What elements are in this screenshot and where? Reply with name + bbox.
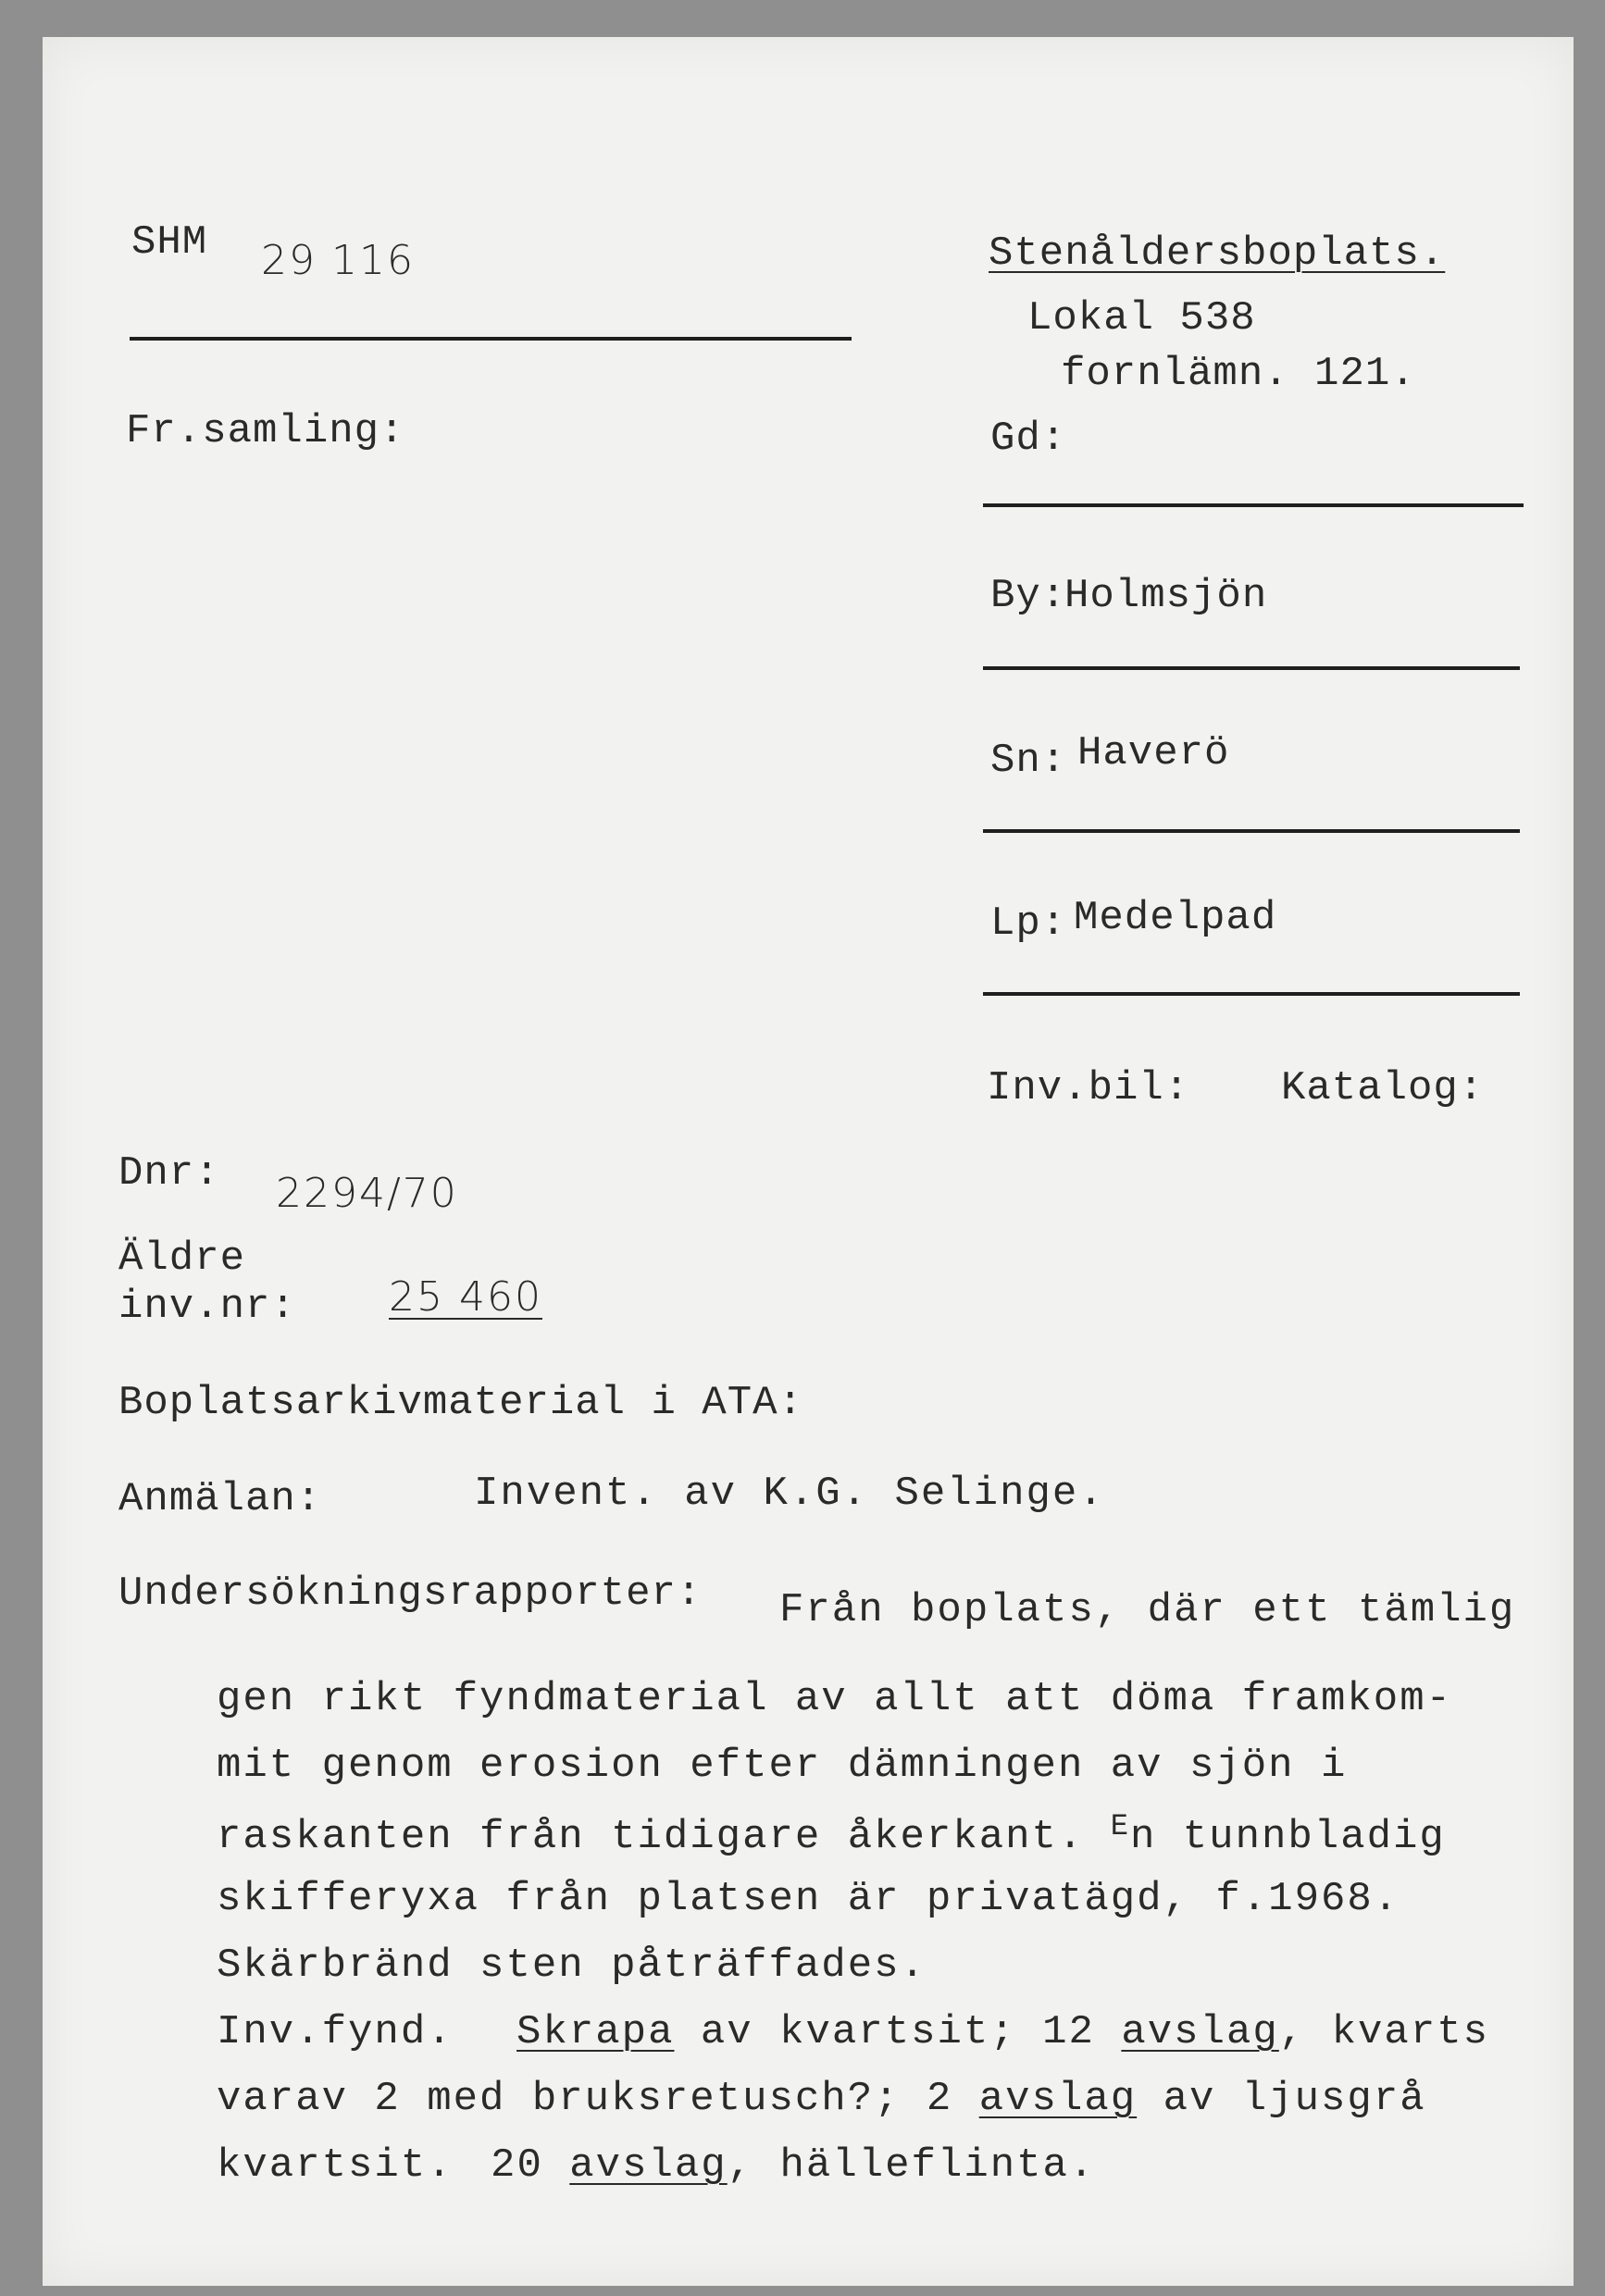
lp-rule <box>983 992 1520 996</box>
fr-samling-label: Fr.samling: <box>126 408 405 454</box>
sn-value: Haverö <box>1077 730 1230 776</box>
report-line-3-text: raskanten från tidigare åkerkant. <box>217 1814 1085 1860</box>
inv-fynd-mid: av kvartsit; 12 <box>700 2009 1095 2055</box>
gd-label: Gd: <box>990 416 1067 462</box>
lp-label: Lp: <box>990 900 1067 947</box>
report-line-3-rest: n tunnbladig <box>1129 1814 1446 1860</box>
avslag-term-1: avslag <box>1121 2009 1279 2055</box>
inv-fynd-line <box>217 2009 1490 2055</box>
fornlamning-number: fornlämn. 121. <box>1061 351 1416 397</box>
dnr-value: 2294/70 <box>276 1170 458 1217</box>
undersokning-label: Undersökningsrapporter: <box>118 1570 703 1617</box>
dnr-label: Dnr: <box>118 1150 220 1197</box>
inv-bil-label: Inv.bil: <box>987 1065 1190 1111</box>
anmalan-value: Invent. av K.G. Selinge. <box>474 1471 1105 1517</box>
avslag-term-3: avslag <box>569 2142 728 2189</box>
inv-fynd-end: , kvarts <box>1278 2009 1490 2055</box>
shm-number: 29 116 <box>261 237 415 284</box>
by-label: By: <box>990 573 1067 619</box>
lokal-number: Lokal 538 <box>1027 295 1256 341</box>
by-rule <box>983 666 1520 670</box>
inv-nr-label: inv.nr: <box>118 1284 296 1330</box>
avslag-term-2: avslag <box>978 2076 1138 2122</box>
undersokning-start: Från boplats, där ett tämlig <box>779 1587 1516 1633</box>
report-line-5: Skärbränd sten påträffades. <box>217 1942 927 1989</box>
varav-end: av ljusgrå <box>1163 2076 1426 2122</box>
aldre-label: Äldre <box>118 1235 246 1282</box>
anmalan-label: Anmälan: <box>118 1476 322 1522</box>
boplatsarkiv-label: Boplatsarkivmaterial i ATA: <box>118 1380 803 1426</box>
sn-rule <box>983 829 1520 833</box>
sn-label: Sn: <box>990 738 1067 784</box>
report-line-2: mit genom erosion efter dämningen av sjön i <box>217 1743 1348 1789</box>
lp-value: Medelpad <box>1074 895 1277 941</box>
catalog-card <box>43 37 1574 2286</box>
halleflinta-text: , hälleflinta. <box>727 2142 1096 2189</box>
varav-line <box>217 2076 1426 2122</box>
inv-fynd-label: Inv.fynd. <box>217 2009 454 2055</box>
kvartsit-line <box>217 2142 1096 2189</box>
site-type-title: Stenåldersboplats. <box>989 230 1446 277</box>
varav-start: varav 2 med bruksretusch?; 2 <box>217 2076 953 2122</box>
shm-label: SHM <box>131 219 208 266</box>
katalog-label: Katalog: <box>1281 1065 1485 1111</box>
by-value: Holmsjön <box>1064 573 1268 619</box>
header-rule-left <box>130 337 852 341</box>
report-line-4: skifferyxa från platsen är privatägd, f.1968. <box>217 1876 1400 1922</box>
kvartsit-text: kvartsit. <box>217 2142 454 2189</box>
report-line-1: gen rikt fyndmaterial av allt att döma framkom- <box>217 1676 1453 1722</box>
skrapa-term: Skrapa <box>516 2009 675 2055</box>
twenty-count: 20 <box>491 2142 543 2189</box>
report-line-3 <box>217 1809 1446 1860</box>
report-line-3-sup: E <box>1110 1809 1130 1843</box>
older-inv-nr-value: 25 460 <box>389 1273 542 1321</box>
gd-rule <box>983 503 1524 507</box>
